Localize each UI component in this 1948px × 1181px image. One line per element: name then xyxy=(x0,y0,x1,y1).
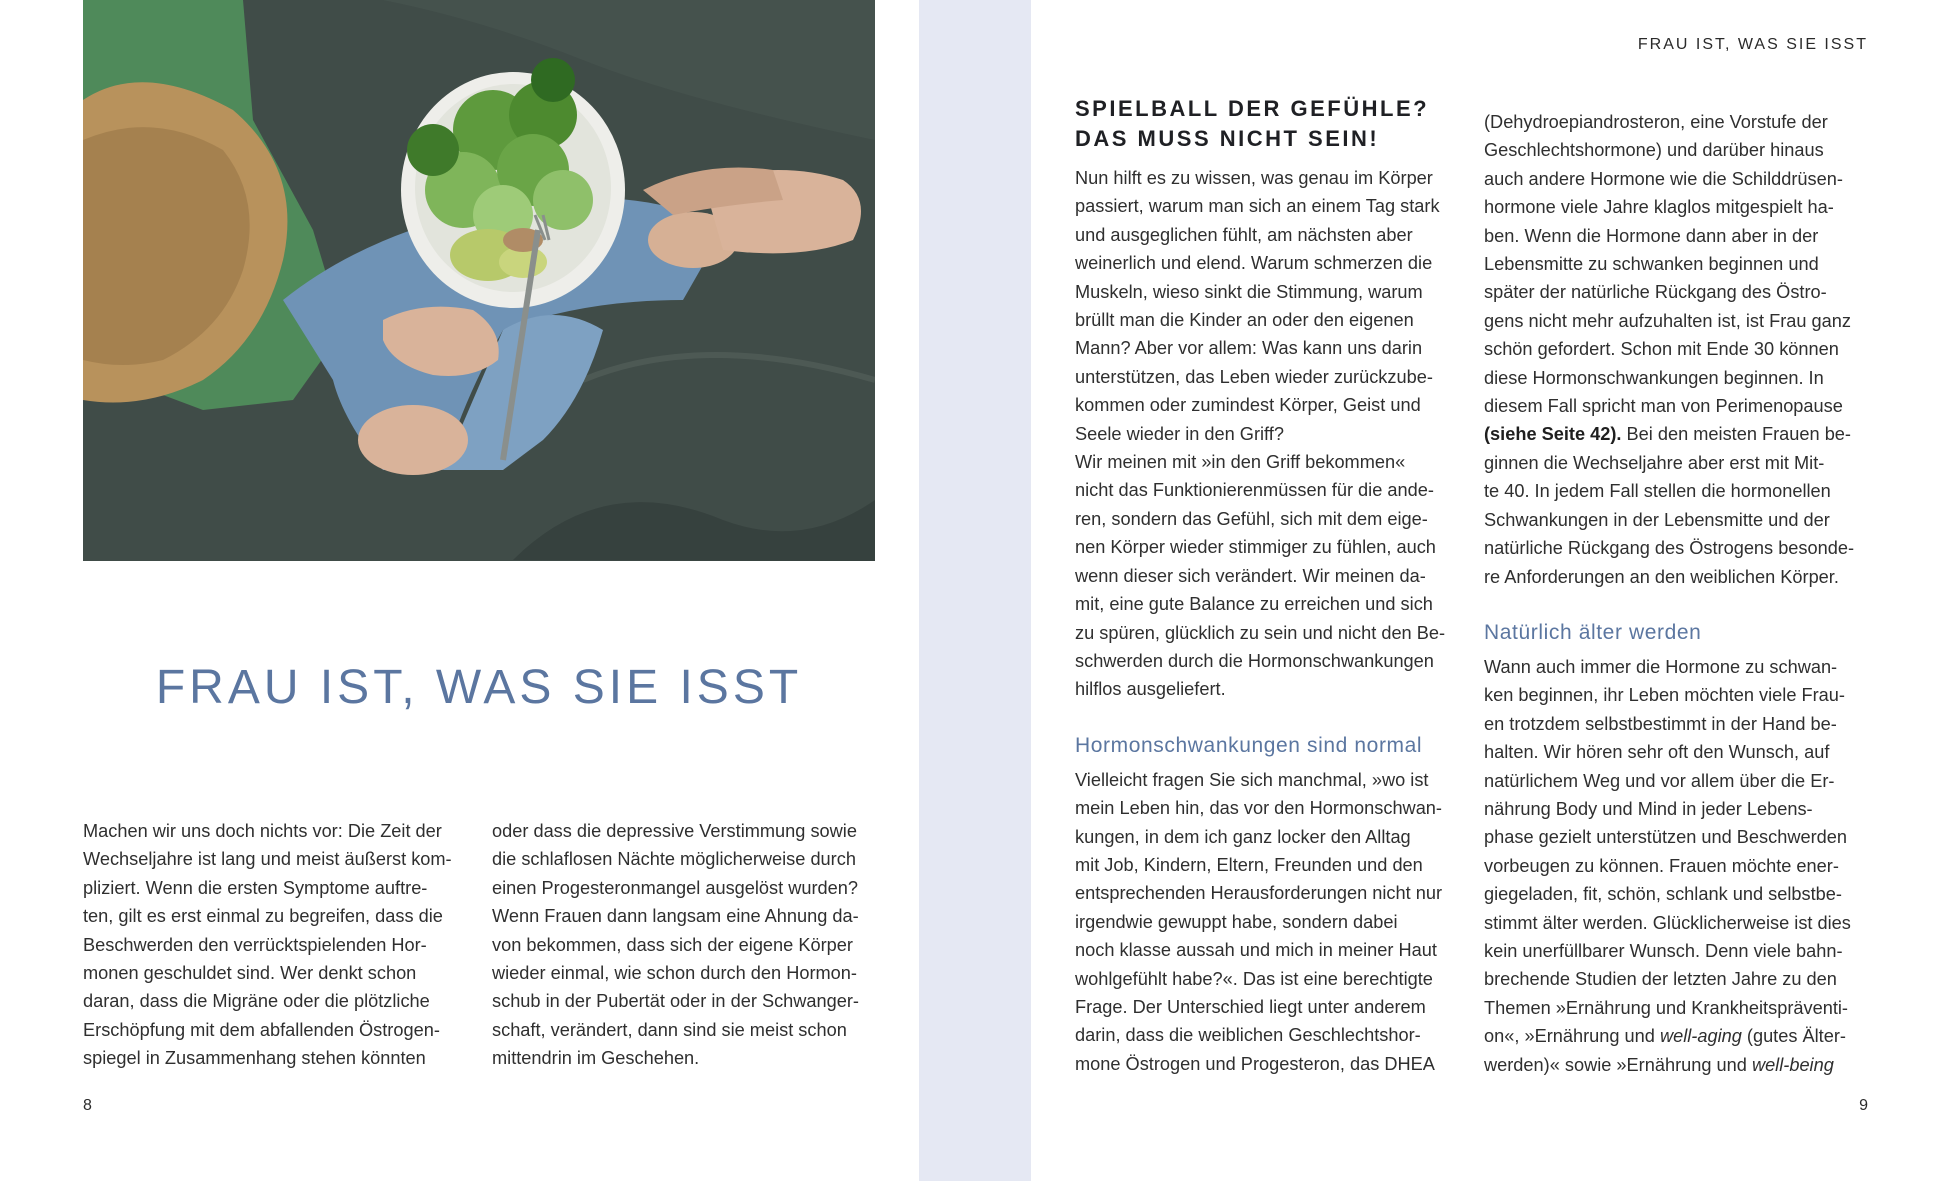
right-col2-line: (Dehydroepiandrosteron, eine Vorstufe der xyxy=(1484,112,1828,132)
page-number-right: 9 xyxy=(1859,1097,1868,1114)
right-col1-line: Muskeln, wieso sinkt die Stimmung, warum xyxy=(1075,281,1423,302)
right-col1-line: wenn dieser sich verändert. Wir meinen da- xyxy=(1075,565,1426,586)
page-reference-tail: Bei den meisten Frauen be- xyxy=(1621,424,1851,445)
right-col2-line: re Anforderungen an den weiblichen Körper. xyxy=(1484,566,1839,587)
right-col2-line: phase gezielt unterstützen und Beschwerden xyxy=(1484,827,1847,848)
right-col2-line: ginnen die Wechseljahre aber erst mit Mit- xyxy=(1484,452,1825,473)
right-col2-line: vorbeugen zu können. Frauen möchte ener- xyxy=(1484,855,1839,876)
italic-term: well-being xyxy=(1751,1054,1834,1075)
right-col2-line: en trotzdem selbstbestimmt in der Hand be- xyxy=(1484,713,1837,734)
right-col1-line: ren, sondern das Gefühl, sich mit dem eige- xyxy=(1075,508,1428,529)
right-col1-line: Vielleicht fragen Sie sich manchmal, »wo ist xyxy=(1075,769,1429,790)
right-col1-line: mit, eine gute Balance zu erreichen und sich xyxy=(1075,594,1433,615)
right-col2-line xyxy=(1484,1051,1868,1079)
right-col1-line: noch klasse aussah und mich in meiner Haut xyxy=(1075,940,1437,961)
right-col2-line: gens nicht mehr aufzuhalten ist, ist Frau ganz xyxy=(1484,310,1851,331)
right-col1-line: mone Östrogen und Progesteron, das DHEA xyxy=(1075,1053,1435,1074)
right-col2-line: natürliche Rückgang des Östrogens besonde- xyxy=(1484,538,1855,559)
left-col1-line: daran, dass die Migräne oder die plötzliche xyxy=(83,991,430,1012)
right-col2-line: diese Hormonschwankungen beginnen. In xyxy=(1484,367,1824,388)
right-col2-line: später der natürliche Rückgang des Östro- xyxy=(1484,282,1827,303)
right-col2-line: nährung Body und Mind in jeder Lebens- xyxy=(1484,798,1813,819)
left-col1-line: Wechseljahre ist lang und meist äußerst kom- xyxy=(83,849,452,870)
text-run: werden)« sowie »Ernährung und xyxy=(1484,1054,1752,1075)
right-col2-line: ken beginnen, ihr Leben möchten viele Frau- xyxy=(1484,685,1845,706)
right-col2-line: kein unerfüllbarer Wunsch. Denn viele bahn- xyxy=(1484,940,1843,961)
italic-term: well-aging xyxy=(1659,1026,1742,1047)
right-col1-line: mein Leben hin, das vor den Hormonschwan- xyxy=(1075,798,1442,819)
right-col1-line: unterstützen, das Leben wieder zurückzube- xyxy=(1075,366,1433,387)
left-col2-line: Wenn Frauen dann langsam eine Ahnung da- xyxy=(492,906,859,927)
right-col1-line: mit Job, Kindern, Eltern, Freunden und den xyxy=(1075,854,1423,875)
right-col2-line: natürlichem Weg und vor allem über die Er- xyxy=(1484,770,1835,791)
left-column-1 xyxy=(83,817,463,1073)
right-col2-line: brechende Studien der letzten Jahre zu den xyxy=(1484,969,1837,990)
section-title-line: DAS MUSS NICHT SEIN! xyxy=(1075,126,1380,151)
subheading-hormonschwankungen: Hormonschwankungen sind normal xyxy=(1075,733,1423,757)
right-col1-line: Seele wieder in den Griff? xyxy=(1075,423,1284,444)
left-col2-line: schub in der Pubertät oder in der Schwanger- xyxy=(492,991,859,1012)
section-title-line: SPIELBALL DER GEFÜHLE? xyxy=(1075,96,1430,121)
left-col2-line: schaft, verändert, dann sind sie meist schon xyxy=(492,1019,847,1040)
right-col2-line: schön gefordert. Schon mit Ende 30 können xyxy=(1484,339,1839,360)
right-col2-line: giegeladen, fit, schön, schlank und selbstbe- xyxy=(1484,884,1842,905)
right-col1-line: Wir meinen mit »in den Griff bekommen« xyxy=(1075,452,1406,473)
right-col1-line: darin, dass die weiblichen Geschlechtshor- xyxy=(1075,1025,1421,1046)
text-run: on«, »Ernährung und xyxy=(1484,1026,1660,1047)
left-col1-line: Beschwerden den verrücktspielenden Hor- xyxy=(83,934,427,955)
left-col2-line: mittendrin im Geschehen. xyxy=(492,1048,700,1069)
left-col1-line: pliziert. Wenn die ersten Symptome auftre- xyxy=(83,877,428,898)
right-col1-line: Nun hilft es zu wissen, was genau im Körper xyxy=(1075,168,1433,188)
left-col2-line: einen Progesteronmangel ausgelöst wurden? xyxy=(492,877,859,898)
left-col2-line: von bekommen, dass sich der eigene Körper xyxy=(492,934,853,955)
page-number-left: 8 xyxy=(83,1097,92,1114)
right-col2-line: Themen »Ernährung und Krankheitspräventi- xyxy=(1484,997,1848,1018)
right-col1-line: hilflos ausgeliefert. xyxy=(1075,679,1226,700)
right-col1-line: kungen, in dem ich ganz locker den Alltag xyxy=(1075,826,1411,847)
left-col1-line: ten, gilt es erst einmal zu begreifen, dass die xyxy=(83,906,443,927)
right-col1-line: nen Körper wieder stimmiger zu fühlen, auch xyxy=(1075,537,1436,558)
left-col2-line: oder dass die depressive Verstimmung sowie xyxy=(492,821,857,841)
right-col2-line xyxy=(1484,1022,1868,1050)
left-col1-line: Erschöpfung mit dem abfallenden Östrogen- xyxy=(83,1019,440,1040)
right-col2-line: Schwankungen in der Lebensmitte und der xyxy=(1484,509,1830,530)
right-col2-line: hormone viele Jahre klaglos mitgespielt ha- xyxy=(1484,197,1834,218)
subheading-natuerlich-aelter: Natürlich älter werden xyxy=(1484,620,1702,644)
text-run: (gutes Älter- xyxy=(1741,1026,1846,1047)
right-col2-line: auch andere Hormone wie die Schilddrüsen- xyxy=(1484,168,1843,189)
right-col1-line: zu spüren, glücklich zu sein und nicht den Be- xyxy=(1075,622,1446,643)
right-col1-line: kommen oder zumindest Körper, Geist und xyxy=(1075,395,1421,416)
right-col1-line: Mann? Aber vor allem: Was kann uns darin xyxy=(1075,338,1423,359)
left-col1-line: Machen wir uns doch nichts vor: Die Zeit der xyxy=(83,821,442,841)
right-col1-line: Frage. Der Unterschied liegt unter anderem xyxy=(1075,996,1426,1017)
right-col1-line: brüllt man die Kinder an oder den eigenen xyxy=(1075,310,1414,331)
right-col1-line: weinerlich und elend. Warum schmerzen die xyxy=(1075,253,1433,274)
right-col1-line: nicht das Funktionierenmüssen für die ande- xyxy=(1075,480,1434,501)
left-col2-line: wieder einmal, wie schon durch den Hormon- xyxy=(492,963,857,984)
chapter-title: FRAU IST, WAS SIE ISST xyxy=(155,661,803,714)
page-reference: (siehe Seite 42). xyxy=(1484,424,1622,445)
salad-photo-illustration xyxy=(83,0,875,561)
right-col1-line: wohlgefühlt habe?«. Das ist eine berechtigte xyxy=(1075,968,1433,989)
section-title xyxy=(1075,94,1459,154)
right-col1-line: schwerden durch die Hormonschwankungen xyxy=(1075,650,1434,671)
right-col1-line: passiert, warum man sich an einem Tag stark xyxy=(1075,196,1440,217)
right-column-1 xyxy=(1075,94,1459,1078)
salad-photo xyxy=(83,0,875,561)
right-col2-line: Geschlechtshormone) und darüber hinaus xyxy=(1484,140,1824,161)
left-col2-line: die schlaflosen Nächte möglicherweise durch xyxy=(492,849,856,870)
left-col1-line: monen geschuldet sind. Wer denkt schon xyxy=(83,963,417,984)
right-col2-line: te 40. In jedem Fall stellen die hormonellen xyxy=(1484,481,1831,502)
left-column-2 xyxy=(492,817,876,1073)
right-col1-line: und ausgeglichen fühlt, am nächsten aber xyxy=(1075,224,1413,245)
right-col2-line: halten. Wir hören sehr oft den Wunsch, auf xyxy=(1484,742,1830,763)
right-col2-line: ben. Wenn die Hormone dann aber in der xyxy=(1484,225,1819,246)
right-col1-line: irgendwie gewuppt habe, sondern dabei xyxy=(1075,911,1398,932)
right-col2-line xyxy=(1484,420,1868,448)
right-col2-line: Lebensmitte zu schwanken beginnen und xyxy=(1484,254,1819,275)
right-col1-line: entsprechenden Herausforderungen nicht nur xyxy=(1075,883,1443,904)
left-col1-line: spiegel in Zusammenhang stehen könnten xyxy=(83,1048,426,1069)
running-head: FRAU IST, WAS SIE ISST xyxy=(1637,36,1868,53)
right-col2-line: diesem Fall spricht man von Perimenopause xyxy=(1484,396,1843,417)
right-col2-line: stimmt älter werden. Glücklicherweise ist dies xyxy=(1484,912,1851,933)
right-column-2 xyxy=(1484,108,1868,1079)
right-col2-line: Wann auch immer die Hormone zu schwan- xyxy=(1484,656,1838,677)
gutter xyxy=(919,0,1031,1181)
